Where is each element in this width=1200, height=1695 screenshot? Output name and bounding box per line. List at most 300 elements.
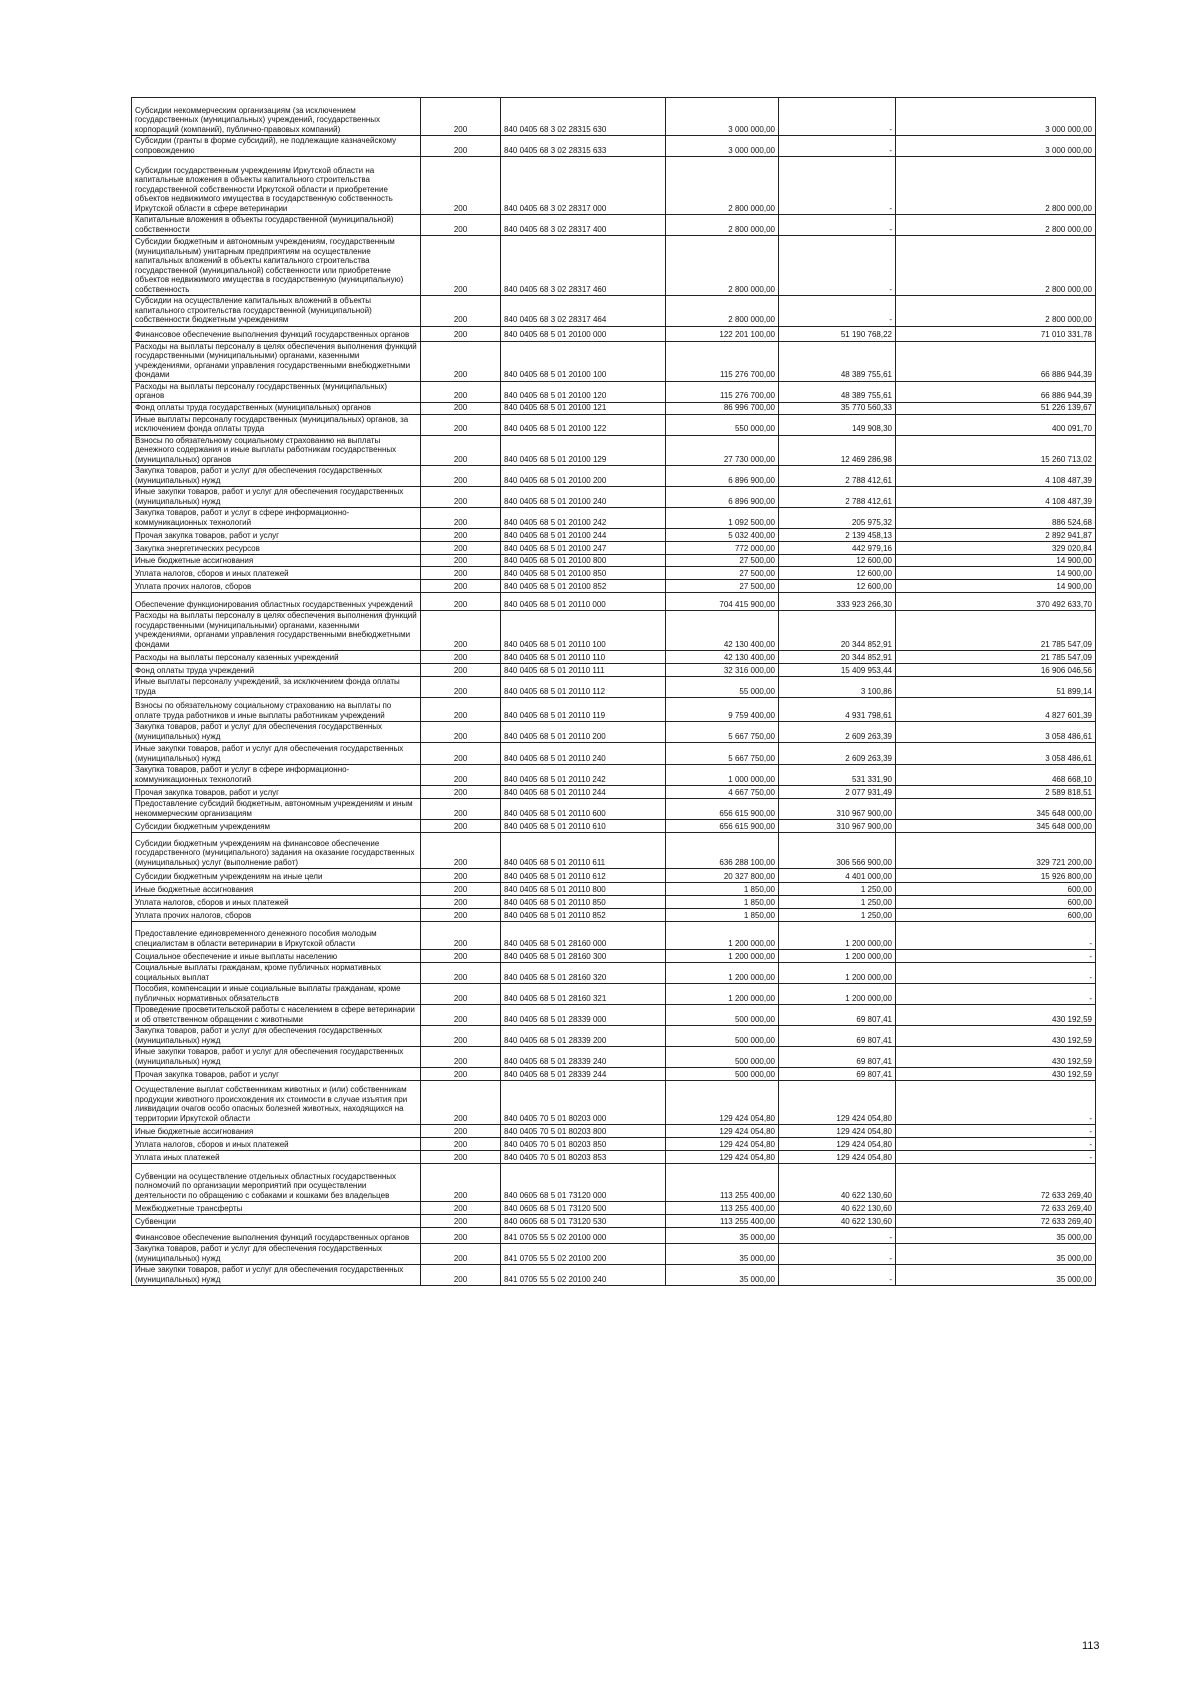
row-remaining-amount: 468 668,10 bbox=[896, 765, 1096, 786]
row-code: 200 bbox=[421, 1047, 501, 1068]
row-code: 200 bbox=[421, 1081, 501, 1125]
row-remaining-amount: 21 785 547,09 bbox=[896, 651, 1096, 664]
row-code: 200 bbox=[421, 1202, 501, 1215]
row-code: 200 bbox=[421, 1164, 501, 1202]
row-kbk-code: 840 0405 70 5 01 80203 853 bbox=[501, 1151, 666, 1164]
row-remaining-amount: 14 900,00 bbox=[896, 555, 1096, 567]
row-executed-amount: 40 622 130,60 bbox=[779, 1215, 896, 1228]
row-name: Субсидии бюджетным и автономным учреждениям, государственным (муниципальным) унитарным предприятиям на осуществление капитальных вложений в объекты капитального строительства государственной (муниципальной) собственности или приобретение объектов недвижимого имущества в государственную (муниципальную) собственность bbox=[132, 236, 421, 296]
row-remaining-amount: 72 633 269,40 bbox=[896, 1164, 1096, 1202]
row-name: Социальное обеспечение и иные выплаты населению bbox=[132, 950, 421, 963]
row-code: 200 bbox=[421, 786, 501, 799]
row-plan-amount: 2 800 000,00 bbox=[666, 296, 779, 327]
row-kbk-code: 840 0605 68 5 01 73120 500 bbox=[501, 1202, 666, 1215]
row-executed-amount: 1 200 000,00 bbox=[779, 963, 896, 984]
row-code: 200 bbox=[421, 611, 501, 651]
row-remaining-amount: 2 892 941,87 bbox=[896, 529, 1096, 542]
row-executed-amount: 129 424 054,80 bbox=[779, 1081, 896, 1125]
row-code: 200 bbox=[421, 1244, 501, 1265]
row-kbk-code: 840 0405 68 5 01 20110 000 bbox=[501, 593, 666, 611]
row-name: Расходы на выплаты персоналу в целях обеспечения выполнения функций государственными (муниципальными) органами, казенными учреждениями, органами управления государственными внебюджетными фондами bbox=[132, 341, 421, 381]
row-kbk-code: 840 0405 68 5 01 20100 121 bbox=[501, 402, 666, 414]
table-row bbox=[132, 466, 1096, 487]
table-row bbox=[132, 1202, 1096, 1215]
row-name: Закупка товаров, работ и услуг для обеспечения государственных (муниципальных) нужд bbox=[132, 1244, 421, 1265]
row-kbk-code: 840 0405 68 5 01 28160 321 bbox=[501, 984, 666, 1005]
row-remaining-amount: 430 192,59 bbox=[896, 1026, 1096, 1047]
row-code: 200 bbox=[421, 922, 501, 950]
row-name: Уплата иных платежей bbox=[132, 1151, 421, 1164]
row-code: 200 bbox=[421, 963, 501, 984]
row-kbk-code: 840 0405 68 5 01 20100 240 bbox=[501, 487, 666, 508]
row-kbk-code: 840 0405 68 5 01 20100 000 bbox=[501, 326, 666, 341]
row-kbk-code: 840 0405 68 5 01 28339 200 bbox=[501, 1026, 666, 1047]
row-kbk-code: 840 0405 68 5 01 20100 122 bbox=[501, 414, 666, 435]
row-name: Иные бюджетные ассигнования bbox=[132, 555, 421, 567]
row-code: 200 bbox=[421, 98, 501, 136]
table-row bbox=[132, 236, 1096, 296]
row-name: Субсидии бюджетным учреждениям bbox=[132, 820, 421, 833]
row-plan-amount: 3 000 000,00 bbox=[666, 98, 779, 136]
row-remaining-amount: 35 000,00 bbox=[896, 1244, 1096, 1265]
row-executed-amount: - bbox=[779, 215, 896, 236]
row-kbk-code: 840 0405 68 5 01 20100 120 bbox=[501, 381, 666, 402]
row-name: Уплата налогов, сборов и иных платежей bbox=[132, 1138, 421, 1151]
row-code: 200 bbox=[421, 799, 501, 820]
row-name: Субсидии (гранты в форме субсидий), не подлежащие казначейскому сопровождению bbox=[132, 136, 421, 157]
row-remaining-amount: 3 058 486,61 bbox=[896, 722, 1096, 743]
row-remaining-amount: 15 926 800,00 bbox=[896, 869, 1096, 883]
row-kbk-code: 840 0405 68 5 01 20100 242 bbox=[501, 508, 666, 529]
row-executed-amount: 40 622 130,60 bbox=[779, 1164, 896, 1202]
table-row bbox=[132, 542, 1096, 555]
row-kbk-code: 840 0405 68 5 01 20110 200 bbox=[501, 722, 666, 743]
row-kbk-code: 840 0405 68 3 02 28317 400 bbox=[501, 215, 666, 236]
row-kbk-code: 840 0405 68 5 01 20110 611 bbox=[501, 833, 666, 869]
row-remaining-amount: - bbox=[896, 1138, 1096, 1151]
row-code: 200 bbox=[421, 402, 501, 414]
row-executed-amount: 333 923 266,30 bbox=[779, 593, 896, 611]
row-plan-amount: 27 500,00 bbox=[666, 580, 779, 593]
row-executed-amount: - bbox=[779, 1244, 896, 1265]
table-row bbox=[132, 765, 1096, 786]
row-remaining-amount: 2 800 000,00 bbox=[896, 157, 1096, 215]
row-name: Субвенции на осуществление отдельных областных государственных полномочий по организации мероприятий при осуществлении деятельности по обращению с собаками и кошками без владельцев bbox=[132, 1164, 421, 1202]
row-name: Иные бюджетные ассигнования bbox=[132, 1125, 421, 1138]
row-plan-amount: 27 500,00 bbox=[666, 567, 779, 580]
row-code: 200 bbox=[421, 909, 501, 922]
row-remaining-amount: 430 192,59 bbox=[896, 1047, 1096, 1068]
row-name: Межбюджетные трансферты bbox=[132, 1202, 421, 1215]
row-code: 200 bbox=[421, 555, 501, 567]
row-kbk-code: 840 0405 68 5 01 20100 247 bbox=[501, 542, 666, 555]
row-plan-amount: 9 759 400,00 bbox=[666, 698, 779, 722]
row-plan-amount: 42 130 400,00 bbox=[666, 611, 779, 651]
row-plan-amount: 500 000,00 bbox=[666, 1047, 779, 1068]
row-executed-amount: 1 200 000,00 bbox=[779, 984, 896, 1005]
row-kbk-code: 840 0405 68 5 01 28339 240 bbox=[501, 1047, 666, 1068]
row-kbk-code: 840 0405 68 5 01 28160 320 bbox=[501, 963, 666, 984]
row-kbk-code: 840 0405 68 5 01 20100 244 bbox=[501, 529, 666, 542]
table-row bbox=[132, 435, 1096, 466]
table-row bbox=[132, 922, 1096, 950]
row-code: 200 bbox=[421, 765, 501, 786]
row-remaining-amount: 3 058 486,61 bbox=[896, 743, 1096, 765]
row-executed-amount: 35 770 560,33 bbox=[779, 402, 896, 414]
row-remaining-amount: 4 108 487,39 bbox=[896, 487, 1096, 508]
row-kbk-code: 840 0405 70 5 01 80203 800 bbox=[501, 1125, 666, 1138]
row-code: 200 bbox=[421, 664, 501, 677]
budget-execution-table bbox=[131, 97, 1096, 1286]
row-plan-amount: 1 000 000,00 bbox=[666, 765, 779, 786]
row-plan-amount: 115 276 700,00 bbox=[666, 381, 779, 402]
table-row bbox=[132, 963, 1096, 984]
row-kbk-code: 841 0705 55 5 02 20100 000 bbox=[501, 1228, 666, 1244]
row-executed-amount: 1 200 000,00 bbox=[779, 950, 896, 963]
row-remaining-amount: 2 800 000,00 bbox=[896, 236, 1096, 296]
row-plan-amount: 656 615 900,00 bbox=[666, 799, 779, 820]
row-kbk-code: 840 0405 68 5 01 20110 610 bbox=[501, 820, 666, 833]
row-executed-amount: 149 908,30 bbox=[779, 414, 896, 435]
table-row bbox=[132, 1068, 1096, 1081]
table-row bbox=[132, 1125, 1096, 1138]
table-row bbox=[132, 743, 1096, 765]
row-code: 200 bbox=[421, 236, 501, 296]
row-executed-amount: 69 807,41 bbox=[779, 1047, 896, 1068]
row-remaining-amount: - bbox=[896, 963, 1096, 984]
row-plan-amount: 55 000,00 bbox=[666, 677, 779, 698]
row-plan-amount: 1 200 000,00 bbox=[666, 950, 779, 963]
row-remaining-amount: 35 000,00 bbox=[896, 1228, 1096, 1244]
row-name: Социальные выплаты гражданам, кроме публичных нормативных социальных выплат bbox=[132, 963, 421, 984]
row-kbk-code: 840 0405 68 5 01 20100 850 bbox=[501, 567, 666, 580]
row-code: 200 bbox=[421, 508, 501, 529]
row-executed-amount: 2 077 931,49 bbox=[779, 786, 896, 799]
row-plan-amount: 2 800 000,00 bbox=[666, 157, 779, 215]
row-remaining-amount: 51 226 139,67 bbox=[896, 402, 1096, 414]
row-executed-amount: 2 609 263,39 bbox=[779, 722, 896, 743]
row-executed-amount: - bbox=[779, 98, 896, 136]
row-kbk-code: 840 0405 68 5 01 20110 800 bbox=[501, 883, 666, 896]
row-plan-amount: 500 000,00 bbox=[666, 1005, 779, 1026]
row-name: Прочая закупка товаров, работ и услуг bbox=[132, 1068, 421, 1081]
row-kbk-code: 840 0405 68 5 01 20110 119 bbox=[501, 698, 666, 722]
table-row bbox=[132, 1005, 1096, 1026]
row-code: 200 bbox=[421, 651, 501, 664]
row-remaining-amount: 345 648 000,00 bbox=[896, 799, 1096, 820]
row-kbk-code: 840 0405 68 5 01 20110 244 bbox=[501, 786, 666, 799]
row-remaining-amount: 21 785 547,09 bbox=[896, 611, 1096, 651]
row-plan-amount: 42 130 400,00 bbox=[666, 651, 779, 664]
row-plan-amount: 1 092 500,00 bbox=[666, 508, 779, 529]
row-executed-amount: 2 788 412,61 bbox=[779, 466, 896, 487]
table-row bbox=[132, 869, 1096, 883]
row-plan-amount: 1 200 000,00 bbox=[666, 922, 779, 950]
row-name: Осуществление выплат собственникам животных и (или) собственникам продукции животного происхождения их стоимости в случае изъятия при ликвидации очагов особо опасных болезней животных, находящихся на территории Иркутской области bbox=[132, 1081, 421, 1125]
row-name: Взносы по обязательному социальному страхованию на выплаты по оплате труда работников и иные выплаты работникам учреждений bbox=[132, 698, 421, 722]
row-kbk-code: 840 0405 68 5 01 20100 129 bbox=[501, 435, 666, 466]
row-executed-amount: 129 424 054,80 bbox=[779, 1125, 896, 1138]
row-plan-amount: 500 000,00 bbox=[666, 1026, 779, 1047]
row-kbk-code: 840 0405 70 5 01 80203 000 bbox=[501, 1081, 666, 1125]
row-executed-amount: 1 200 000,00 bbox=[779, 922, 896, 950]
row-plan-amount: 1 200 000,00 bbox=[666, 963, 779, 984]
row-kbk-code: 840 0405 68 5 01 20110 612 bbox=[501, 869, 666, 883]
row-kbk-code: 840 0405 68 5 01 20110 242 bbox=[501, 765, 666, 786]
table-row bbox=[132, 215, 1096, 236]
row-name: Уплата налогов, сборов и иных платежей bbox=[132, 896, 421, 909]
row-code: 200 bbox=[421, 1005, 501, 1026]
row-name: Иные закупки товаров, работ и услуг для обеспечения государственных (муниципальных) нужд bbox=[132, 487, 421, 508]
table-row bbox=[132, 611, 1096, 651]
table-row bbox=[132, 1215, 1096, 1228]
row-name: Уплата налогов, сборов и иных платежей bbox=[132, 567, 421, 580]
row-plan-amount: 5 667 750,00 bbox=[666, 722, 779, 743]
row-executed-amount: 129 424 054,80 bbox=[779, 1138, 896, 1151]
row-remaining-amount: 345 648 000,00 bbox=[896, 820, 1096, 833]
row-plan-amount: 129 424 054,80 bbox=[666, 1125, 779, 1138]
row-plan-amount: 122 201 100,00 bbox=[666, 326, 779, 341]
row-kbk-code: 840 0405 68 5 01 20110 111 bbox=[501, 664, 666, 677]
row-remaining-amount: 370 492 633,70 bbox=[896, 593, 1096, 611]
table-row bbox=[132, 722, 1096, 743]
row-remaining-amount: - bbox=[896, 984, 1096, 1005]
row-code: 200 bbox=[421, 1215, 501, 1228]
row-remaining-amount: 66 886 944,39 bbox=[896, 381, 1096, 402]
row-code: 200 bbox=[421, 1026, 501, 1047]
table-row bbox=[132, 820, 1096, 833]
budget-table-sheet bbox=[131, 97, 1095, 1286]
row-remaining-amount: 600,00 bbox=[896, 909, 1096, 922]
table-row bbox=[132, 567, 1096, 580]
row-executed-amount: 12 600,00 bbox=[779, 580, 896, 593]
row-kbk-code: 840 0405 68 5 01 20110 852 bbox=[501, 909, 666, 922]
row-name: Субсидии государственным учреждениям Иркутской области на капитальные вложения в объекты капитального строительства государственной собственности Иркутской области и приобретение объектов недвижимого имущества в государственную собственность Иркутской области в сфере ветеринарии bbox=[132, 157, 421, 215]
row-name: Закупка товаров, работ и услуг для обеспечения государственных (муниципальных) нужд bbox=[132, 1026, 421, 1047]
row-remaining-amount: 329 020,84 bbox=[896, 542, 1096, 555]
row-plan-amount: 27 730 000,00 bbox=[666, 435, 779, 466]
row-name: Проведение просветительской работы с населением в сфере ветеринарии и об ответственном обращении с животными bbox=[132, 1005, 421, 1026]
table-row bbox=[132, 1026, 1096, 1047]
table-row bbox=[132, 296, 1096, 327]
row-kbk-code: 841 0705 55 5 02 20100 200 bbox=[501, 1244, 666, 1265]
row-executed-amount: 20 344 852,91 bbox=[779, 611, 896, 651]
row-executed-amount: 20 344 852,91 bbox=[779, 651, 896, 664]
row-kbk-code: 840 0405 68 5 01 20100 200 bbox=[501, 466, 666, 487]
row-remaining-amount: 329 721 200,00 bbox=[896, 833, 1096, 869]
row-name: Расходы на выплаты персоналу казенных учреждений bbox=[132, 651, 421, 664]
row-remaining-amount: 600,00 bbox=[896, 896, 1096, 909]
row-plan-amount: 1 850,00 bbox=[666, 896, 779, 909]
row-remaining-amount: 15 260 713,02 bbox=[896, 435, 1096, 466]
row-kbk-code: 840 0405 68 3 02 28315 633 bbox=[501, 136, 666, 157]
row-remaining-amount: 16 906 046,56 bbox=[896, 664, 1096, 677]
row-code: 200 bbox=[421, 743, 501, 765]
row-name: Фонд оплаты труда учреждений bbox=[132, 664, 421, 677]
row-name: Субсидии некоммерческим организациям (за исключением государственных (муниципальных) учреждений, государственных корпораций (компаний), публично-правовых компаний) bbox=[132, 98, 421, 136]
row-code: 200 bbox=[421, 698, 501, 722]
row-plan-amount: 6 896 900,00 bbox=[666, 466, 779, 487]
row-remaining-amount: - bbox=[896, 1081, 1096, 1125]
table-row bbox=[132, 1138, 1096, 1151]
row-plan-amount: 20 327 800,00 bbox=[666, 869, 779, 883]
row-plan-amount: 2 800 000,00 bbox=[666, 215, 779, 236]
row-code: 200 bbox=[421, 1151, 501, 1164]
row-name: Финансовое обеспечение выполнения функций государственных органов bbox=[132, 326, 421, 341]
row-kbk-code: 840 0405 70 5 01 80203 850 bbox=[501, 1138, 666, 1151]
row-plan-amount: 129 424 054,80 bbox=[666, 1151, 779, 1164]
table-row bbox=[132, 1151, 1096, 1164]
row-kbk-code: 840 0405 68 5 01 20100 100 bbox=[501, 341, 666, 381]
row-remaining-amount: 400 091,70 bbox=[896, 414, 1096, 435]
row-plan-amount: 129 424 054,80 bbox=[666, 1081, 779, 1125]
row-executed-amount: 1 250,00 bbox=[779, 896, 896, 909]
table-row bbox=[132, 698, 1096, 722]
row-name: Закупка товаров, работ и услуг для обеспечения государственных (муниципальных) нужд bbox=[132, 722, 421, 743]
row-plan-amount: 86 996 700,00 bbox=[666, 402, 779, 414]
row-remaining-amount: 3 000 000,00 bbox=[896, 136, 1096, 157]
table-row bbox=[132, 786, 1096, 799]
row-plan-amount: 113 255 400,00 bbox=[666, 1202, 779, 1215]
row-remaining-amount: - bbox=[896, 1151, 1096, 1164]
row-executed-amount: 1 250,00 bbox=[779, 909, 896, 922]
table-row bbox=[132, 381, 1096, 402]
row-code: 200 bbox=[421, 435, 501, 466]
row-code: 200 bbox=[421, 326, 501, 341]
row-executed-amount: 1 250,00 bbox=[779, 883, 896, 896]
row-plan-amount: 27 500,00 bbox=[666, 555, 779, 567]
table-row bbox=[132, 677, 1096, 698]
row-name: Субвенции bbox=[132, 1215, 421, 1228]
row-kbk-code: 840 0405 68 5 01 20110 850 bbox=[501, 896, 666, 909]
row-kbk-code: 840 0405 68 5 01 20100 852 bbox=[501, 580, 666, 593]
table-row bbox=[132, 984, 1096, 1005]
row-executed-amount: 69 807,41 bbox=[779, 1068, 896, 1081]
row-name: Субсидии бюджетным учреждениям на иные цели bbox=[132, 869, 421, 883]
row-executed-amount: 69 807,41 bbox=[779, 1005, 896, 1026]
table-row bbox=[132, 896, 1096, 909]
row-remaining-amount: 2 800 000,00 bbox=[896, 215, 1096, 236]
row-plan-amount: 772 000,00 bbox=[666, 542, 779, 555]
row-name: Иные бюджетные ассигнования bbox=[132, 883, 421, 896]
row-code: 200 bbox=[421, 677, 501, 698]
row-code: 200 bbox=[421, 580, 501, 593]
row-remaining-amount: - bbox=[896, 922, 1096, 950]
row-remaining-amount: 430 192,59 bbox=[896, 1068, 1096, 1081]
row-code: 200 bbox=[421, 466, 501, 487]
row-code: 200 bbox=[421, 1228, 501, 1244]
row-plan-amount: 1 850,00 bbox=[666, 883, 779, 896]
row-executed-amount: 129 424 054,80 bbox=[779, 1151, 896, 1164]
row-plan-amount: 35 000,00 bbox=[666, 1265, 779, 1286]
row-code: 200 bbox=[421, 883, 501, 896]
page-number: 113 bbox=[1082, 1640, 1100, 1652]
table-row bbox=[132, 1228, 1096, 1244]
row-plan-amount: 32 316 000,00 bbox=[666, 664, 779, 677]
table-row bbox=[132, 593, 1096, 611]
row-executed-amount: 3 100,86 bbox=[779, 677, 896, 698]
row-executed-amount: - bbox=[779, 157, 896, 215]
row-executed-amount: - bbox=[779, 1228, 896, 1244]
row-executed-amount: 51 190 768,22 bbox=[779, 326, 896, 341]
row-name: Иные выплаты персоналу государственных (муниципальных) органов, за исключением фонда оплаты труда bbox=[132, 414, 421, 435]
row-remaining-amount: 66 886 944,39 bbox=[896, 341, 1096, 381]
row-code: 200 bbox=[421, 593, 501, 611]
table-row bbox=[132, 580, 1096, 593]
row-remaining-amount: 886 524,68 bbox=[896, 508, 1096, 529]
row-executed-amount: 205 975,32 bbox=[779, 508, 896, 529]
row-code: 200 bbox=[421, 381, 501, 402]
row-code: 200 bbox=[421, 896, 501, 909]
table-row bbox=[132, 402, 1096, 414]
row-kbk-code: 840 0605 68 5 01 73120 000 bbox=[501, 1164, 666, 1202]
row-name: Закупка товаров, работ и услуг в сфере информационно-коммуникационных технологий bbox=[132, 508, 421, 529]
row-code: 200 bbox=[421, 1265, 501, 1286]
row-plan-amount: 115 276 700,00 bbox=[666, 341, 779, 381]
table-row bbox=[132, 664, 1096, 677]
row-plan-amount: 113 255 400,00 bbox=[666, 1164, 779, 1202]
row-remaining-amount: 72 633 269,40 bbox=[896, 1202, 1096, 1215]
row-kbk-code: 840 0405 68 5 01 20110 100 bbox=[501, 611, 666, 651]
row-remaining-amount: - bbox=[896, 1125, 1096, 1138]
row-name: Расходы на выплаты персоналу в целях обеспечения выполнения функций государственными (муниципальными) органами, казенными учреждениями, органами управления государственными внебюджетными фондами bbox=[132, 611, 421, 651]
row-plan-amount: 113 255 400,00 bbox=[666, 1215, 779, 1228]
row-name: Уплата прочих налогов, сборов bbox=[132, 580, 421, 593]
table-row bbox=[132, 883, 1096, 896]
row-executed-amount: - bbox=[779, 236, 896, 296]
row-plan-amount: 550 000,00 bbox=[666, 414, 779, 435]
table-row bbox=[132, 833, 1096, 869]
row-kbk-code: 840 0405 68 5 01 20110 110 bbox=[501, 651, 666, 664]
row-kbk-code: 840 0405 68 5 01 20110 240 bbox=[501, 743, 666, 765]
row-executed-amount: 12 600,00 bbox=[779, 555, 896, 567]
row-plan-amount: 1 850,00 bbox=[666, 909, 779, 922]
row-code: 200 bbox=[421, 567, 501, 580]
row-code: 200 bbox=[421, 414, 501, 435]
row-kbk-code: 840 0405 68 5 01 20110 600 bbox=[501, 799, 666, 820]
row-name: Иные закупки товаров, работ и услуг для обеспечения государственных (муниципальных) нужд bbox=[132, 1265, 421, 1286]
table-body bbox=[132, 98, 1096, 1286]
row-remaining-amount: 3 000 000,00 bbox=[896, 98, 1096, 136]
row-executed-amount: 48 389 755,61 bbox=[779, 381, 896, 402]
table-row bbox=[132, 529, 1096, 542]
row-executed-amount: 12 600,00 bbox=[779, 567, 896, 580]
row-executed-amount: 69 807,41 bbox=[779, 1026, 896, 1047]
row-name: Закупка товаров, работ и услуг в сфере информационно-коммуникационных технологий bbox=[132, 765, 421, 786]
row-remaining-amount: 14 900,00 bbox=[896, 567, 1096, 580]
row-code: 200 bbox=[421, 529, 501, 542]
row-code: 200 bbox=[421, 820, 501, 833]
table-row bbox=[132, 326, 1096, 341]
row-executed-amount: 310 967 900,00 bbox=[779, 799, 896, 820]
row-executed-amount: - bbox=[779, 296, 896, 327]
row-name: Уплата прочих налогов, сборов bbox=[132, 909, 421, 922]
row-kbk-code: 840 0405 68 5 01 28160 300 bbox=[501, 950, 666, 963]
row-name: Капитальные вложения в объекты государственной (муниципальной) собственности bbox=[132, 215, 421, 236]
row-executed-amount: 40 622 130,60 bbox=[779, 1202, 896, 1215]
table-row bbox=[132, 341, 1096, 381]
row-kbk-code: 840 0405 68 5 01 28160 000 bbox=[501, 922, 666, 950]
row-executed-amount: 12 469 286,98 bbox=[779, 435, 896, 466]
table-row bbox=[132, 487, 1096, 508]
table-row bbox=[132, 414, 1096, 435]
row-name: Пособия, компенсации и иные социальные выплаты гражданам, кроме публичных нормативных обязательств bbox=[132, 984, 421, 1005]
row-executed-amount: 531 331,90 bbox=[779, 765, 896, 786]
row-name: Предоставление субсидий бюджетным, автономным учреждениям и иным некоммерческим организациям bbox=[132, 799, 421, 820]
row-plan-amount: 636 288 100,00 bbox=[666, 833, 779, 869]
row-code: 200 bbox=[421, 722, 501, 743]
table-row bbox=[132, 1265, 1096, 1286]
